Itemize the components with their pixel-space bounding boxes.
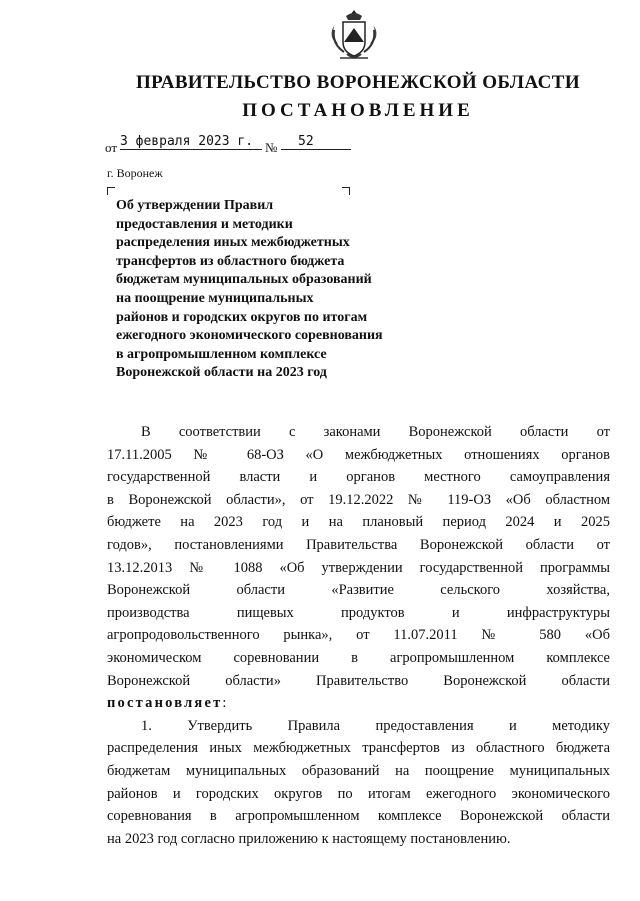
- preamble-line: государственной власти и органов местного самоуправления: [107, 469, 610, 486]
- point-1-last-line: на 2023 год согласно приложению к настоящему постановлению.: [107, 830, 511, 847]
- document-body: [107, 421, 610, 850]
- point-1-line: районов и городских округов по итогам ежегодного экономического: [107, 785, 610, 802]
- document-date: 3 февраля 2023 г.: [120, 134, 254, 149]
- point-1-line: бюджетам муниципальных образований на поощрение муниципальных: [107, 762, 610, 779]
- preamble-line: Воронежской области» Правительство Воронежской области: [107, 672, 610, 689]
- preamble-line: производства пищевых продуктов и инфраструктуры: [107, 604, 610, 621]
- number-underline: [281, 149, 351, 150]
- subject-line: Об утверждении Правил: [116, 198, 274, 213]
- resolves-line: [107, 692, 610, 715]
- point-1-line: соревнования в агропромышленном комплексе Воронежской области: [107, 808, 610, 825]
- resolves-word: постановляет: [107, 695, 223, 712]
- subject-line: Воронежской области на 2023 год: [116, 365, 327, 381]
- preamble-line: 17.11.2005 № 68-ОЗ «О межбюджетных отношениях органов: [107, 446, 610, 463]
- subject-line: бюджетам муниципальных образований: [116, 272, 372, 288]
- subject-line: на поощрение муниципальных: [116, 290, 314, 306]
- bracket-corner-right: [342, 187, 350, 195]
- bracket-corner-left: [107, 187, 115, 195]
- preamble-line: Воронежской области «Развитие сельского хозяйства,: [107, 582, 610, 599]
- preamble-line: годов», постановлениями Правительства Воронежской области от: [107, 536, 610, 553]
- date-from-label: от: [105, 140, 118, 155]
- point-1-line: 1. Утвердить Правила предоставления и методику: [141, 717, 610, 734]
- subject-line: ежегодного экономического соревнования: [116, 328, 383, 344]
- preamble-line: агропродовольственного рынка», от 11.07.2011 № 580 «Об: [107, 627, 610, 644]
- subject-line: предоставления и методики: [116, 216, 293, 232]
- preamble-line: бюджете на 2023 год и на плановый период 2024 и 2025: [107, 514, 610, 531]
- preamble-line: в Воронежской области», от 19.12.2022 № 119-ОЗ «Об областном: [107, 491, 610, 508]
- government-title: ПРАВИТЕЛЬСТВО ВОРОНЕЖСКОЙ ОБЛАСТИ: [135, 72, 581, 93]
- number-label: №: [265, 140, 278, 155]
- preamble-line: экономическом соревновании в агропромышленном комплексе: [107, 649, 610, 666]
- preamble-line: В соответствии с законами Воронежской области от: [141, 424, 610, 440]
- resolves-colon: :: [222, 695, 227, 712]
- coat-of-arms-icon: [330, 8, 378, 70]
- dateline: [105, 134, 365, 154]
- preamble-line: 13.12.2013 № 1088 «Об утверждении государственной программы: [107, 559, 610, 576]
- document-subject: [116, 197, 416, 383]
- subject-line: распределения иных межбюджетных: [116, 235, 350, 251]
- subject-line: трансфертов из областного бюджета: [116, 253, 345, 269]
- subject-line: в агропромышленном комплексе: [116, 346, 327, 362]
- point-1-line: распределения иных межбюджетных трансфертов из областного бюджета: [107, 740, 610, 757]
- date-underline: [120, 149, 262, 150]
- city-line: г. Воронеж: [107, 166, 163, 180]
- document-number: 52: [298, 134, 314, 149]
- subject-line: районов и городских округов по итогам: [116, 309, 368, 325]
- document-type: ПОСТАНОВЛЕНИЕ: [242, 100, 474, 121]
